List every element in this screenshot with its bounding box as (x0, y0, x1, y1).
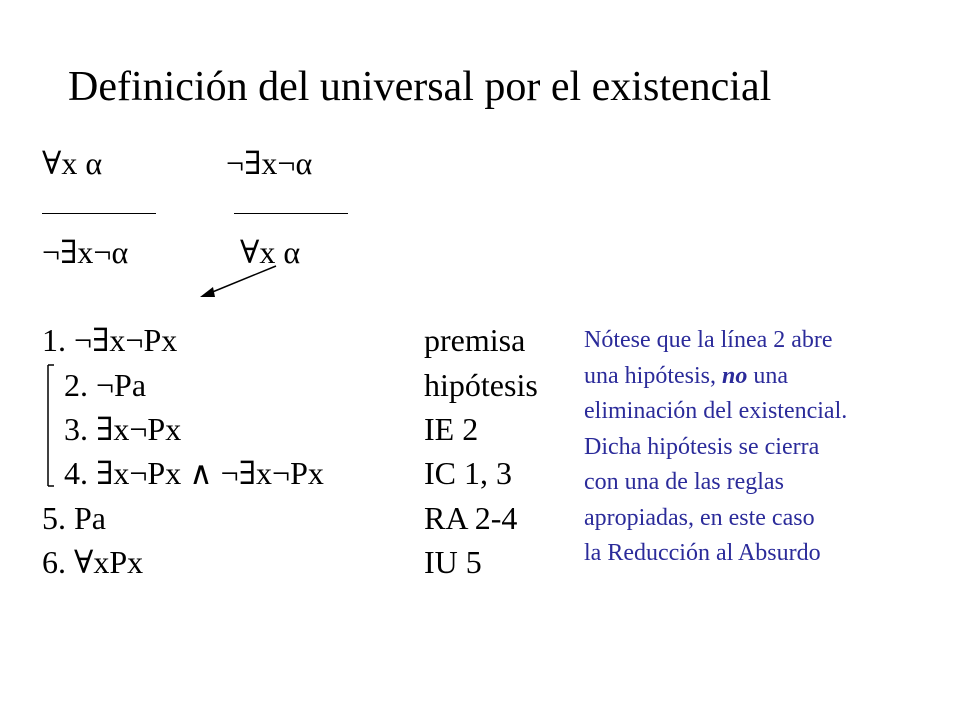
explanatory-note (584, 323, 954, 572)
proof-line-3: 3. ∃x¬Px (64, 411, 182, 447)
proof-justification-3: IE 2 (424, 411, 479, 447)
note-line-3: eliminación del existencial. (584, 398, 848, 424)
proof-line-4: 4. ∃x¬Px ∧ ¬∃x¬Px (64, 455, 324, 491)
proof-justification-4: IC 1, 3 (424, 455, 512, 491)
note-line-2-pre: una hipótesis, (584, 362, 722, 389)
rule-left-conclusion: ¬∃x¬α (42, 234, 129, 270)
rule-right-premise: ¬∃x¬α (226, 145, 313, 181)
note-line-4: Dicha hipótesis se cierra (584, 433, 820, 460)
page-title: Definición del universal por el existencial (68, 64, 772, 110)
proof-line-1: 1. ¬∃x¬Px (42, 322, 178, 358)
note-emphasis: no (722, 362, 748, 389)
proof-line-2: 2. ¬Pa (64, 367, 147, 403)
hypothesis-bracket (46, 364, 54, 488)
proof-justification-1: premisa (424, 322, 526, 358)
proof-justification-5: RA 2-4 (424, 500, 518, 536)
note-line-5: con una de las reglas (584, 469, 784, 495)
rule-right-conclusion: ∀x α (240, 234, 301, 270)
note-line-7: la Reducción al Absurdo (584, 540, 821, 566)
rule-left-premise: ∀x α (42, 145, 103, 181)
proof-line-5: 5. Pa (42, 500, 106, 536)
note-line-2-post: una (747, 362, 789, 389)
proof-justification-6: IU 5 (424, 544, 482, 580)
proof-justification-2: hipótesis (424, 367, 538, 403)
note-line-6: apropiadas, en este caso (584, 504, 815, 531)
note-line-2 (584, 359, 954, 395)
note-line-1: Nótese que la línea 2 abre (584, 327, 833, 353)
proof-line-6: 6. ∀xPx (42, 544, 144, 580)
